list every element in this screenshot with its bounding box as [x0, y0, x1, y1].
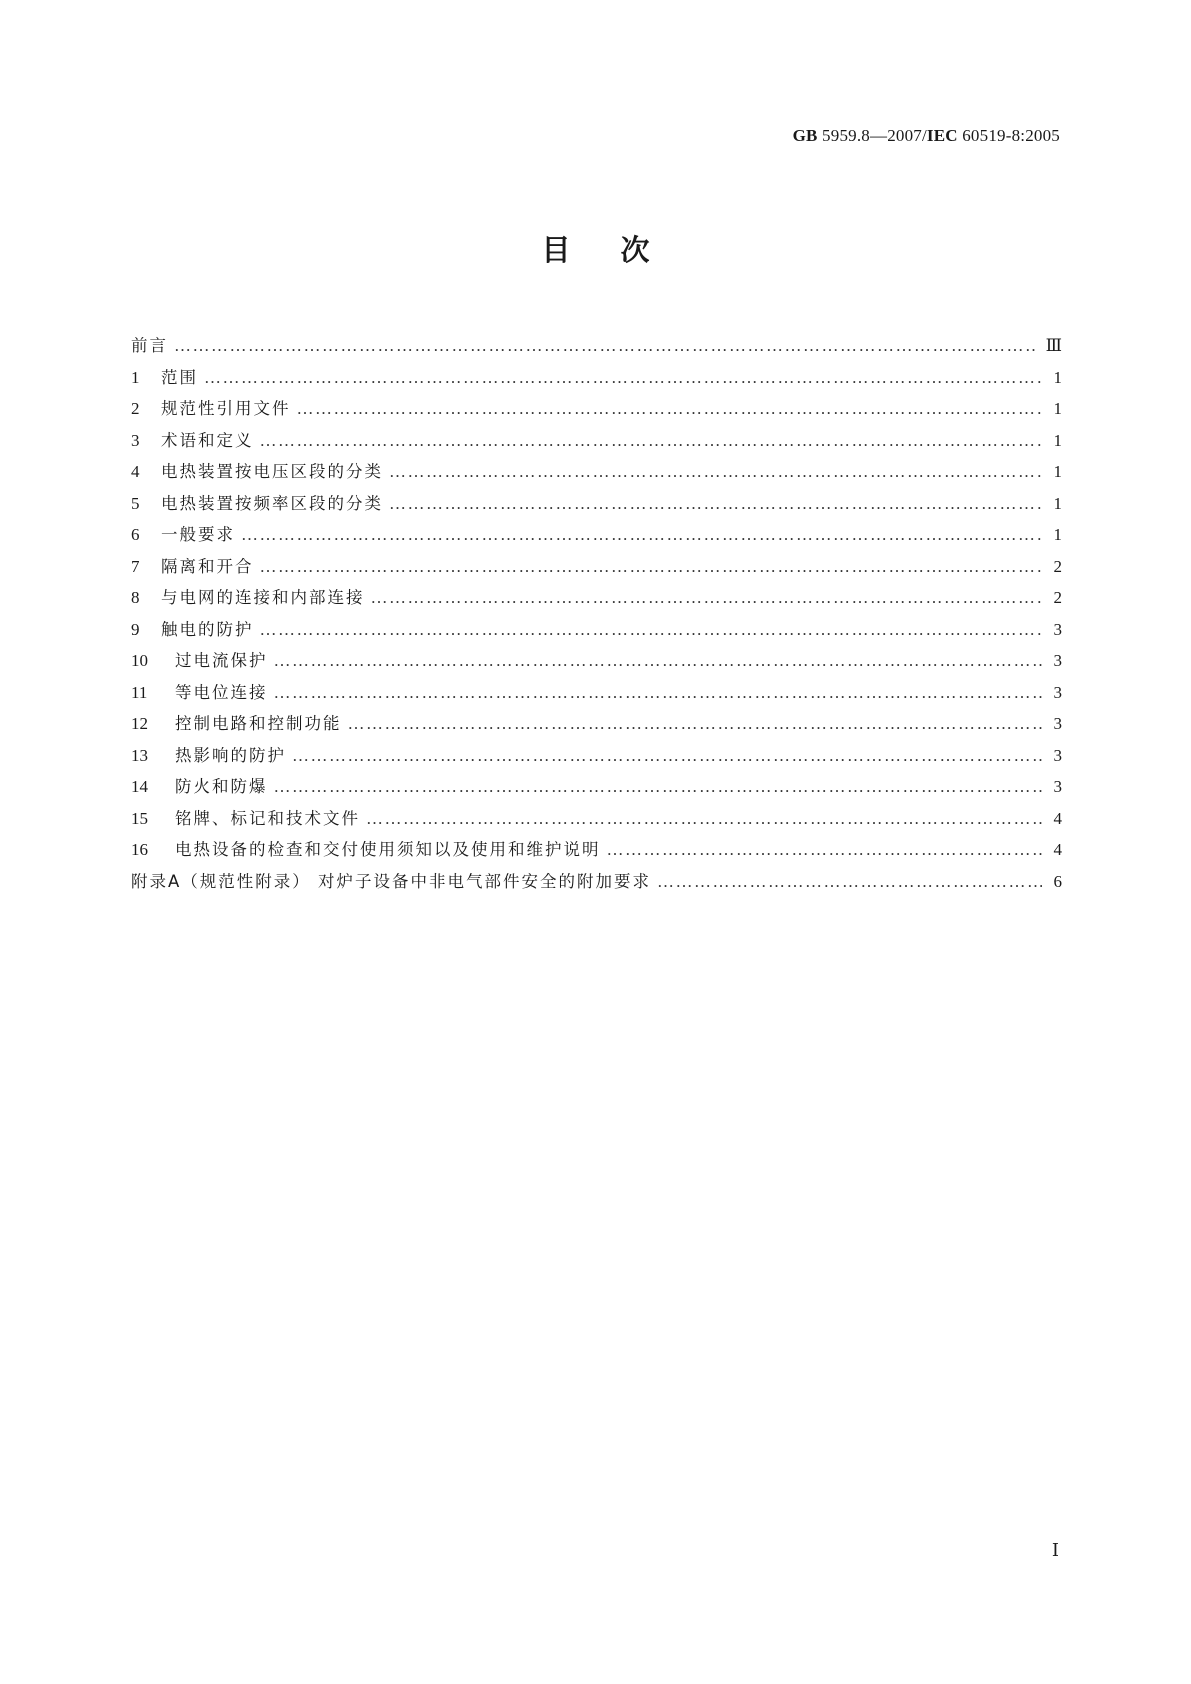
toc-entry[interactable] — [131, 551, 1062, 583]
toc-entry[interactable] — [131, 425, 1062, 457]
toc-dot-leader — [389, 488, 1042, 520]
toc-entry-page: 3 — [1053, 651, 1062, 670]
toc-dot-leader — [274, 645, 1043, 677]
toc-entry-title: 热影响的防护 — [175, 745, 286, 765]
toc-entry-number: 6 — [131, 525, 140, 544]
toc-dot-leader — [657, 866, 1042, 898]
toc-dot-leader — [389, 456, 1042, 488]
toc-entry-title: 电热设备的检查和交付使用须知以及使用和维护说明 — [175, 840, 601, 859]
toc-entry-number: 10 — [131, 651, 148, 670]
toc-entry-title: 与电网的连接和内部连接 — [161, 588, 365, 607]
toc-entry-title: 一般要求 — [161, 525, 235, 544]
toc-entry[interactable] — [131, 330, 1062, 362]
standard-number: 5959.8—2007/ — [817, 126, 927, 145]
toc-entry[interactable] — [131, 456, 1062, 488]
toc-entry-number: 1 — [131, 367, 140, 387]
toc-entry-page: 1 — [1053, 462, 1062, 481]
toc-dot-leader — [348, 708, 1043, 740]
toc-entry[interactable] — [131, 519, 1062, 551]
toc-entry-page: 3 — [1053, 745, 1062, 765]
toc-entry[interactable] — [131, 834, 1062, 866]
toc-entry[interactable] — [131, 677, 1062, 709]
toc-entry[interactable] — [131, 803, 1062, 835]
toc-entry-number: 14 — [131, 777, 148, 796]
toc-entry-page: 2 — [1053, 588, 1062, 607]
toc-entry-title: 控制电路和控制功能 — [175, 714, 342, 733]
toc-entry-number: 13 — [131, 745, 148, 765]
toc-entry-page: 3 — [1053, 682, 1062, 702]
toc-dot-leader — [260, 551, 1043, 583]
toc-entry[interactable] — [131, 582, 1062, 614]
toc-entry[interactable] — [131, 645, 1062, 677]
toc-dot-leader — [274, 771, 1043, 803]
toc-dot-leader — [297, 393, 1043, 425]
toc-dot-leader — [260, 614, 1043, 646]
toc-entry-page: 2 — [1053, 556, 1062, 576]
toc-entry[interactable] — [131, 393, 1062, 425]
toc-entry-number: 15 — [131, 808, 148, 828]
toc-dot-leader — [260, 425, 1043, 457]
toc-entry-title: 等电位连接 — [175, 682, 268, 702]
toc-dot-leader — [371, 582, 1043, 614]
toc-entry-page: 4 — [1053, 840, 1062, 859]
toc-dot-leader — [366, 803, 1042, 835]
toc-entry-title: 触电的防护 — [161, 619, 254, 639]
toc-entry-number: 11 — [131, 682, 148, 702]
toc-entry[interactable] — [131, 614, 1062, 646]
toc-dot-leader — [292, 740, 1042, 772]
toc-entry-title: 规范性引用文件 — [161, 399, 291, 418]
toc-entry[interactable] — [131, 771, 1062, 803]
toc-entry-number: 5 — [131, 493, 140, 513]
toc-entry-page: 1 — [1053, 525, 1062, 544]
iec-number: 60519-8:2005 — [957, 126, 1060, 145]
toc-entry-page: 3 — [1053, 777, 1062, 796]
toc-entry-page: 3 — [1053, 714, 1062, 733]
toc-entry[interactable] — [131, 866, 1062, 898]
toc-entry-page: 1 — [1053, 493, 1062, 513]
toc-entry[interactable] — [131, 708, 1062, 740]
standard-prefix: GB — [792, 126, 818, 145]
toc-entry-title: 附录A（规范性附录） 对炉子设备中非电气部件安全的附加要求 — [131, 871, 652, 891]
toc-entry-page: 1 — [1053, 430, 1062, 450]
toc-entry-page: 3 — [1053, 619, 1062, 639]
toc-dot-leader — [241, 519, 1042, 551]
toc-entry-title: 电热装置按电压区段的分类 — [161, 462, 383, 481]
standard-code-header — [793, 126, 1060, 146]
toc-entry-title: 范围 — [161, 367, 198, 387]
table-of-contents — [131, 330, 1062, 897]
toc-entry-title: 前言 — [131, 336, 168, 355]
toc-entry-number: 8 — [131, 588, 140, 607]
toc-entry-title: 防火和防爆 — [175, 777, 268, 796]
toc-entry-number: 7 — [131, 556, 140, 576]
toc-dot-leader — [204, 362, 1042, 394]
iec-prefix: IEC — [926, 126, 958, 145]
toc-entry-title: 电热装置按频率区段的分类 — [161, 493, 383, 513]
toc-entry-title: 过电流保护 — [175, 651, 268, 670]
toc-entry-number: 16 — [131, 840, 148, 859]
toc-entry[interactable] — [131, 362, 1062, 394]
toc-entry-page: 1 — [1053, 399, 1062, 418]
toc-entry[interactable] — [131, 488, 1062, 520]
footer-page-number: Ⅰ — [1051, 1540, 1059, 1560]
toc-entry-number: 2 — [131, 399, 140, 418]
toc-entry-page: 6 — [1053, 871, 1062, 891]
toc-entry-title: 术语和定义 — [161, 430, 254, 450]
toc-dot-leader — [174, 330, 1038, 362]
toc-dot-leader — [607, 834, 1043, 866]
toc-entry-title: 隔离和开合 — [161, 556, 254, 576]
toc-entry[interactable] — [131, 740, 1062, 772]
toc-entry-number: 3 — [131, 430, 140, 450]
toc-dot-leader — [274, 677, 1043, 709]
toc-entry-page: 4 — [1053, 808, 1062, 828]
toc-entry-page: 1 — [1053, 367, 1062, 387]
toc-entry-number: 12 — [131, 714, 148, 733]
toc-entry-number: 4 — [131, 462, 140, 481]
toc-entry-number: 9 — [131, 619, 140, 639]
toc-entry-page: Ⅲ — [1045, 336, 1062, 355]
page-title: 目次 — [541, 233, 700, 267]
toc-entry-title: 铭牌、标记和技术文件 — [175, 808, 360, 828]
